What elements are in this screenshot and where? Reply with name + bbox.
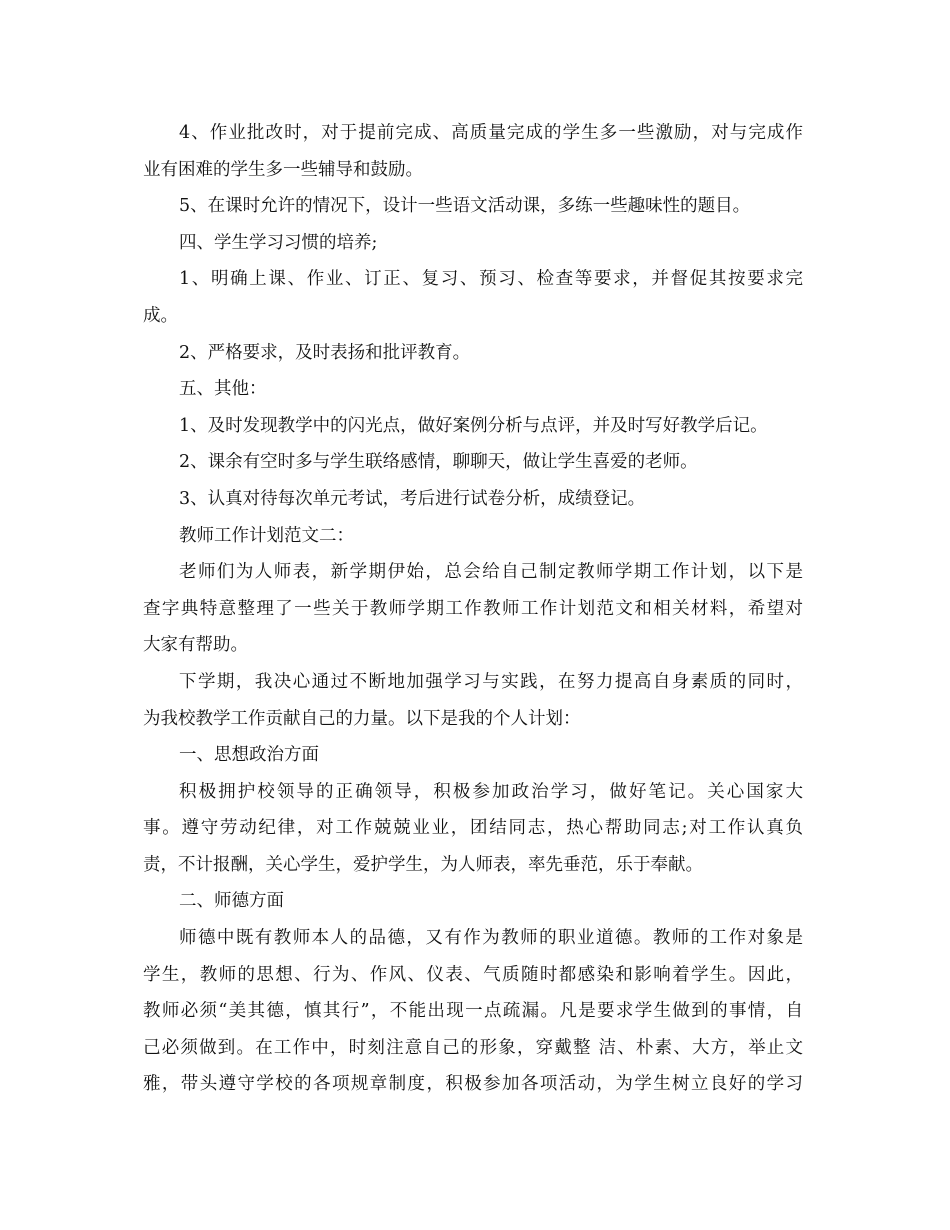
paragraph-line: 雅，带头遵守学校的各项规章制度，积极参加各项活动，为学生树立良好的学习 bbox=[143, 1074, 803, 1095]
paragraph-line: 己必须做到。在工作中，时刻注意自己的形象，穿戴整 洁、朴素、大方，举止文 bbox=[143, 1037, 803, 1058]
paragraph-line: 积极拥护校领导的正确领导，积极参加政治学习，做好笔记。关心国家大 bbox=[179, 781, 803, 802]
paragraph-line: 事。遵守劳动纪律，对工作兢兢业业，团结同志，热心帮助同志;对工作认真负 bbox=[143, 818, 803, 839]
paragraph-line: 为我校教学工作贡献自己的力量。以下是我的个人计划： bbox=[143, 708, 581, 729]
section-heading: 四、学生学习习惯的培养; bbox=[179, 232, 378, 253]
paragraph-line: 责，不计报酬，关心学生，爱护学生，为人师表，率先垂范，乐于奉献。 bbox=[143, 854, 703, 875]
paragraph-line: 2、课余有空时多与学生联络感情，聊聊天，做让学生喜爱的老师。 bbox=[179, 452, 698, 473]
paragraph-line: 3、认真对待每次单元考试，考后进行试卷分析，成绩登记。 bbox=[179, 488, 646, 509]
paragraph-line: 业有困难的学生多一些辅导和鼓励。 bbox=[143, 159, 423, 180]
paragraph-line: 2、严格要求，及时表扬和批评教育。 bbox=[179, 342, 471, 363]
paragraph-line: 5、在课时允许的情况下，设计一些语文活动课，多练一些趣味性的题目。 bbox=[179, 196, 751, 217]
paragraph-line: 下学期，我决心通过不断地加强学习与实践，在努力提高自身素质的同时， bbox=[179, 671, 803, 692]
paragraph-line: 1、及时发现教学中的闪光点，做好案例分析与点评，并及时写好教学后记。 bbox=[179, 415, 768, 436]
section-heading: 教师工作计划范文二： bbox=[179, 525, 354, 546]
section-heading: 一、思想政治方面 bbox=[179, 745, 319, 766]
section-heading: 二、师德方面 bbox=[179, 891, 284, 912]
paragraph-line: 教师必须“美其德，慎其行”，不能出现一点疏漏。凡是要求学生做到的事情，自 bbox=[143, 1001, 803, 1022]
document-body bbox=[143, 115, 803, 1103]
paragraph-line: 老师们为人师表，新学期伊始，总会给自己制定教师学期工作计划，以下是 bbox=[179, 562, 803, 583]
paragraph-line: 师德中既有教师本人的品德，又有作为教师的职业道德。教师的工作对象是 bbox=[179, 928, 803, 949]
section-heading: 五、其他： bbox=[179, 379, 267, 400]
paragraph-line: 4、作业批改时，对于提前完成、高质量完成的学生多一些激励，对与完成作 bbox=[179, 123, 803, 143]
paragraph-line: 成。 bbox=[143, 305, 178, 326]
paragraph-line: 学生，教师的思想、行为、作风、仪表、气质随时都感染和影响着学生。因此， bbox=[143, 964, 803, 985]
paragraph-line: 大家有帮助。 bbox=[143, 635, 248, 656]
paragraph-line: 1、明确上课、作业、订正、复习、预习、检查等要求，并督促其按要求完 bbox=[179, 269, 803, 290]
paragraph-line: 查字典特意整理了一些关于教师学期工作教师工作计划范文和相关材料，希望对 bbox=[143, 598, 803, 619]
